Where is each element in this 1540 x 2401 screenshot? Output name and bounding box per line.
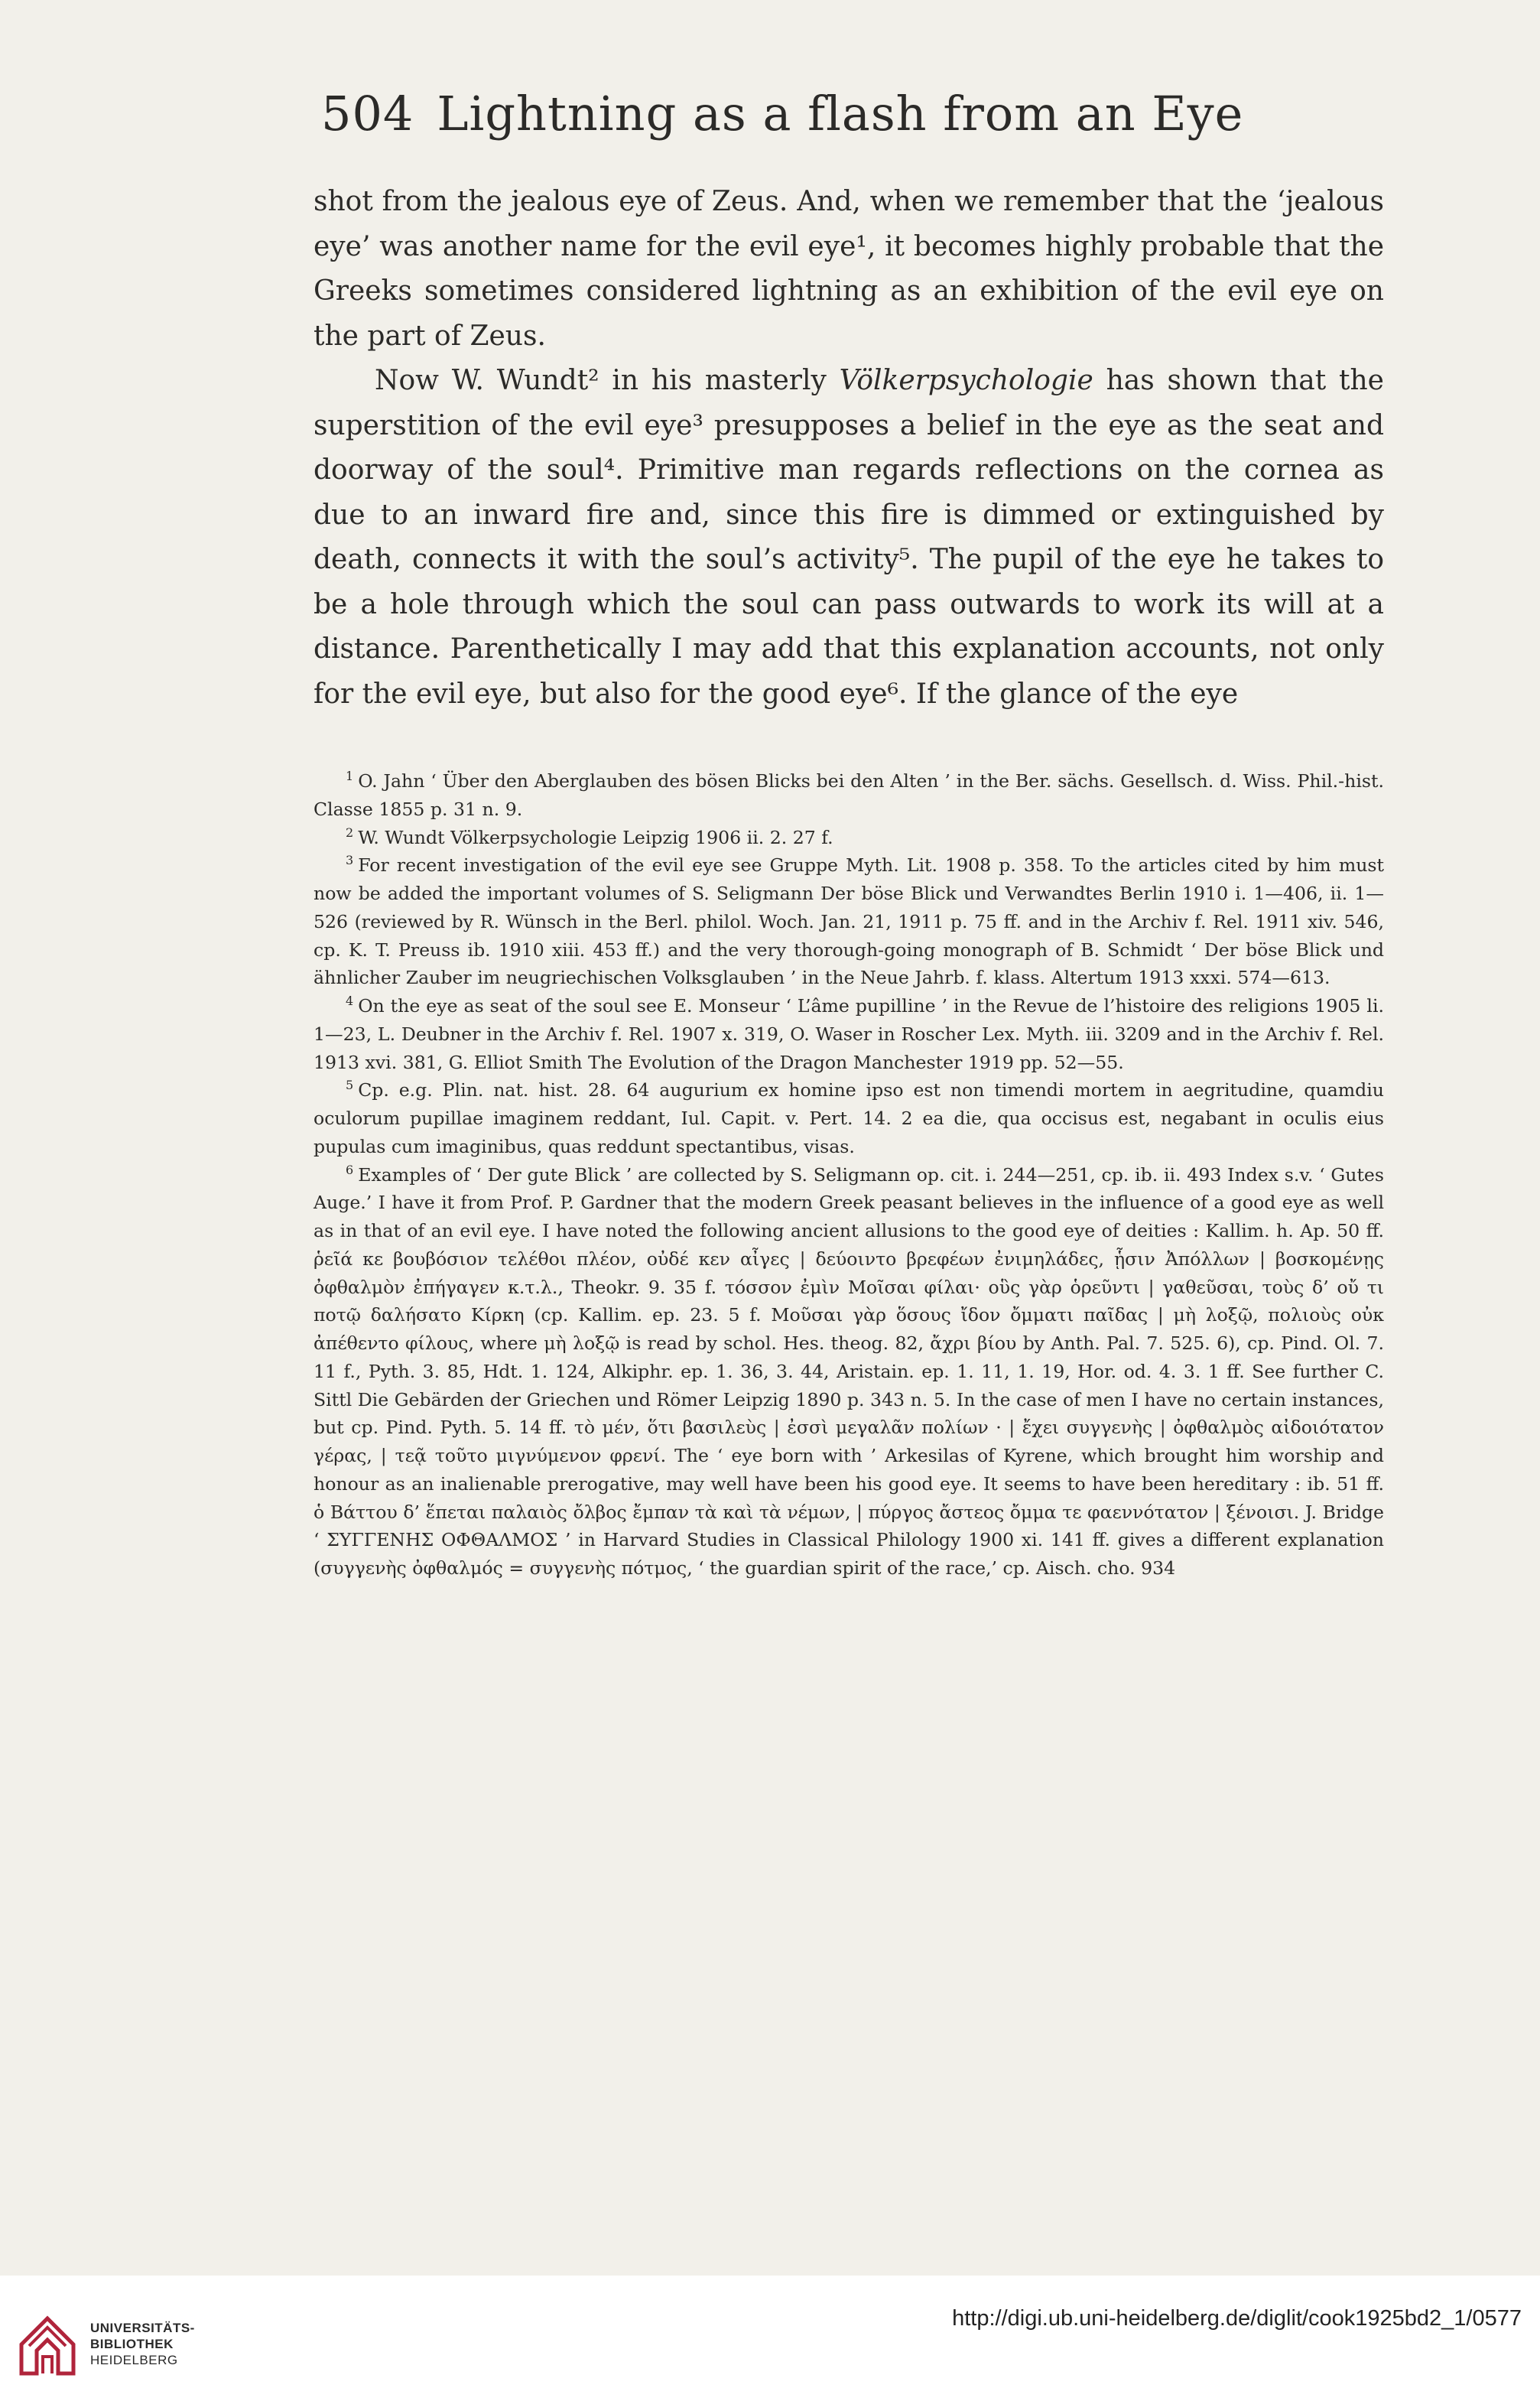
library-name: [90, 2320, 195, 2368]
paragraph-1: shot from the jealous eye of Zeus. And, when we remember that the ‘jealous eye’ was another name for the evil eye¹, it becomes highly probable that the Greeks sometimes considered lightning as an exhibition of the evil eye on the part of Zeus.: [314, 186, 1384, 352]
footnote-text: On the eye as seat of the soul see E. Monseur ‘ L’âme pupilline ’ in the Revue de l’histoire des religions 1905 li. 1—23, L. Deubner in the Archiv f. Rel. 1907 x. 319, O. Waser in Roscher Lex. Myth. iii. 3209 and in the Archiv f. Rel. 1913 xvi. 381, G. Elliot Smith The Evolution of the Dragon Manchester 1919 pp. 52—55.: [314, 995, 1384, 1073]
footnote-text: For recent investigation of the evil eye see Gruppe Myth. Lit. 1908 p. 358. To the articles cited by him must now be added the important volumes of S. Seligmann Der böse Blick und Verwandtes Berlin 1910 i. 1—406, ii. 1—526 (reviewed by R. Wünsch in the Berl. philol. Woch. Jan. 21, 1911 p. 75 ff. and in the Archiv f. Rel. 1911 xiv. 546, cp. K. T. Preuss ib. 1910 xiii. 453 ff.) and the very thorough-going monograph of B. Schmidt ‘ Der böse Blick und ähnlicher Zauber im neugriechischen Volksglauben ’ in the Neue Jahrb. f. klass. Altertum 1913 xxxi. 574—613.: [314, 854, 1384, 989]
library-logo-icon: [15, 2314, 80, 2378]
main-text: [314, 180, 1384, 717]
footnote-text: Cp. e.g. Plin. nat. hist. 28. 64 augurium ex homine ipso est non timendi mortem in aegritudine, quamdiu oculorum pupillae imaginem reddant, Iul. Capit. v. Pert. 14. 2 ea die, qua occisus est, negabant in oculis eius pupulas cum imaginibus, quas reddunt spectantibus, visas.: [314, 1079, 1384, 1157]
paragraph-2-rest: has shown that the superstition of the evil eye³ presupposes a belief in the eye as the seat and doorway of the soul⁴. Primitive man regards reflections on the cornea as due to an inward fire and, since this fire is dimmed or extinguished by death, connects it with the soul’s activity⁵. The pupil of the eye he takes to be a hole through which the soul can pass outwards to work its will at a distance. Parenthetically I may add that this explanation accounts, not only for the evil eye, but also for the good eye⁶. If the glance of the eye: [314, 365, 1384, 710]
running-title: Lightning as a flash from an Eye: [437, 86, 1244, 142]
footnote-5: [314, 1076, 1384, 1160]
footnote-6: [314, 1161, 1384, 1583]
footnote-4: [314, 992, 1384, 1076]
page-header: [321, 86, 1415, 142]
footnote-text: W. Wundt Völkerpsychologie Leipzig 1906 ii. 2. 27 f.: [358, 826, 833, 848]
paragraph-2: [314, 359, 1384, 717]
library-footer: [0, 2276, 1540, 2401]
footnote-text: O. Jahn ‘ Über den Aberglauben des bösen Blicks bei den Alten ’ in the Ber. sächs. Gesellsch. d. Wiss. Phil.-hist. Classe 1855 p. 31 n. 9.: [314, 770, 1384, 820]
footnote-marker: 1: [346, 769, 354, 784]
footnote-marker: 4: [346, 994, 354, 1009]
footnote-3: [314, 851, 1384, 992]
footnote-marker: 5: [346, 1078, 354, 1093]
footnote-marker: 3: [346, 853, 354, 868]
source-url[interactable]: http://digi.ub.uni-heidelberg.de/diglit/cook1925bd2_1/0577: [952, 2306, 1522, 2331]
paragraph-2-start: Now W. Wundt² in his masterly: [375, 365, 840, 396]
footnote-1: [314, 767, 1384, 824]
footnotes: [314, 767, 1384, 1583]
library-name-line-3: HEIDELBERG: [90, 2353, 178, 2367]
footnote-2: [314, 824, 1384, 852]
library-name-line-2: BIBLIOTHEK: [90, 2337, 174, 2351]
library-name-line-1: UNIVERSITÄTS-: [90, 2321, 195, 2335]
footnote-marker: 2: [346, 825, 354, 840]
page-number: 504: [321, 86, 414, 142]
footnote-marker: 6: [346, 1162, 354, 1177]
footnote-text: Examples of ‘ Der gute Blick ’ are collected by S. Seligmann op. cit. i. 244—251, cp. ib. ii. 493 Index s.v. ‘ Gutes Auge.’ I have it from Prof. P. Gardner that the modern Greek peasant believes in the influence of a good eye as well as in that of an evil eye. I have noted the following ancient allusions to the good eye of deities : Kallim. h. Ap. 50 ff. ῥεῖά κε βουβόσιον τελέθοι πλέον, οὐδέ κεν αἶγες | δεύοιντο βρεφέων ἐνιμηλάδες, ᾗσιν Ἀπόλλων | βοσκομένῃς ὀφθαλμὸν ἐπήγαγεν κ.τ.λ., Theokr. 9. 35 f. τόσσον ἐμὶν Μοῖσαι φίλαι· οὓς γὰρ ὁρεῦντι | γαθεῦσαι, τοὺς δ’ οὔ τι ποτῷ δαλήσατο Κίρκη (cp. Kallim. ep. 23. 5 f. Μοῦσαι γὰρ ὅσους ἴδον ὄμματι παῖδας | μὴ λοξῷ, πολιοὺς οὐκ ἀπέθεντο φίλους, where μὴ λοξῷ is read by schol. Hes. theog. 82, ἄχρι βίου by Anth. Pal. 7. 525. 6), cp. Pind. Ol. 7. 11 f., Pyth. 3. 85, Hdt. 1. 124, Alkiphr. ep. 1. 36, 3. 44, Aristain. ep. 1. 11, 1. 19, Hor. od. 4. 3. 1 ff. See further C. Sittl Die Gebärden der Griechen und Römer Leipzig 1890 p. 343 n. 5. In the case of men I have no certain instances, but cp. Pind. Pyth. 5. 14 ff. τὸ μέν, ὅτι βασιλεὺς | ἐσσὶ μεγαλᾶν πολίων · | ἔχει συγγενὴς | ὀφθαλμὸς αἰδοιότατον γέρας, | τεᾷ τοῦτο μιγνύμενον φρενί. The ‘ eye born with ’ Arkesilas of Kyrene, which brought him worship and honour as an inalienable prerogative, may well have been his good eye. It seems to have been hereditary : ib. 51 ff. ὁ Βάττου δ’ ἕπεται παλαιὸς ὄλβος ἔμπαν τὰ καὶ τὰ νέμων, | πύργος ἄστεος ὄμμα τε φαεννότατον | ξένοισι. J. Bridge ‘ ΣΥΓΓΕΝΗΣ ΟΦΘΑΛΜΟΣ ’ in Harvard Studies in Classical Philology 1900 xi. 141 ff. gives a different explanation (συγγενὴς ὀφθαλμός = συγγενὴς πότμος, ‘ the guardian spirit of the race,’ cp. Aisch. cho. 934: [314, 1163, 1384, 1579]
work-title: Völkerpsychologie: [839, 365, 1093, 396]
